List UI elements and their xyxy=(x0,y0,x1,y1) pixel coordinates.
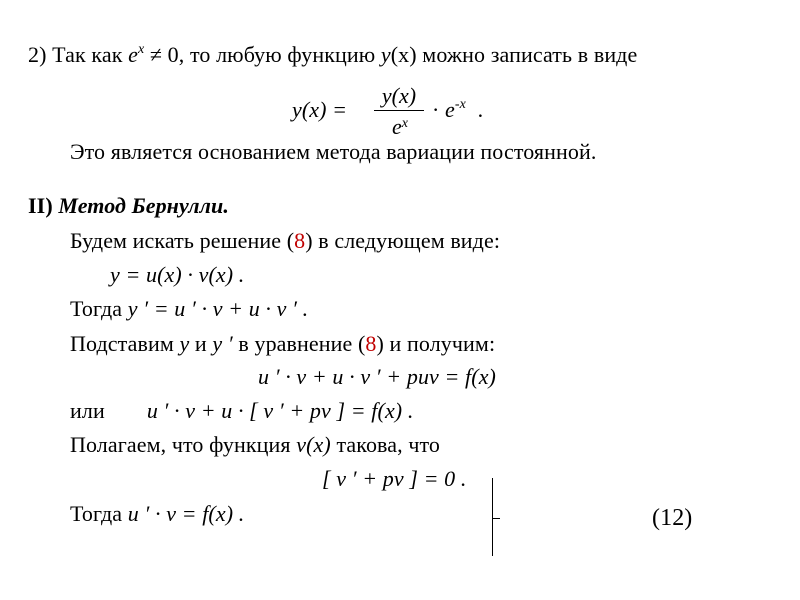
line8-math: u ′ · v + u · [ v ′ + pv ] = f(x) . xyxy=(146,398,414,423)
text-line-9 xyxy=(70,432,440,458)
formula1-lhs: y(x) = xyxy=(292,97,348,122)
equation-ref-8: 8 xyxy=(294,228,306,253)
line9-b: такова, что xyxy=(330,432,441,457)
line6-b: и xyxy=(189,331,213,356)
section-heading xyxy=(28,193,229,219)
line1-suffix: можно записать в виде xyxy=(416,42,638,67)
text-line-2: Это является основанием метода вариации постоянной. xyxy=(70,139,597,164)
formula1-fraction-bar xyxy=(374,110,424,111)
line1-neq0: ≠ 0 xyxy=(144,42,179,67)
formula1-den-e: e xyxy=(392,114,402,139)
line6-y: y xyxy=(179,331,190,356)
line1-mid: , то любую функцию xyxy=(178,42,381,67)
formula1-den-sup: x xyxy=(401,116,408,131)
formula-substituted: u ′ · v + u · v ′ + puv = f(x) xyxy=(258,364,496,389)
line3-text-a: Будем искать решение ( xyxy=(70,228,295,253)
system-brace-tick xyxy=(492,518,500,519)
text-line-1 xyxy=(28,42,637,72)
line1-x-paren: (x) xyxy=(390,42,417,67)
line9-vx: v(x) xyxy=(296,432,331,457)
line6-yp: y ′ xyxy=(212,331,233,356)
section-title: Метод Бернулли. xyxy=(58,193,229,218)
line11-math: u ′ · v = f(x) . xyxy=(127,501,245,526)
formula1-end: . xyxy=(477,97,484,122)
line1-prefix: 2) Так как xyxy=(28,42,129,67)
line5-math: y ′ = u ′ · v + u · v ′ . xyxy=(127,296,309,321)
line1-x-sup: x xyxy=(137,42,145,57)
formula1-rhs-e: e xyxy=(445,97,455,122)
line1-y: y xyxy=(380,42,391,67)
formula-y-uv: y = u(x) · v(x) . xyxy=(110,262,245,287)
line9-a: Полагаем, что функция xyxy=(70,432,297,457)
formula1-dot: · xyxy=(432,97,440,122)
formula1-numerator: y(x) xyxy=(381,83,417,108)
formula-v-condition: [ v ′ + pv ] = 0 . xyxy=(322,466,467,491)
formula1-rhs xyxy=(432,97,483,127)
text-line-6 xyxy=(70,331,495,357)
line6-d: ) и получим: xyxy=(376,331,496,356)
line11-prefix: Тогда xyxy=(70,501,128,526)
line8-prefix: или xyxy=(70,398,105,423)
line5-prefix: Тогда xyxy=(70,296,128,321)
text-line-8 xyxy=(70,398,413,424)
equation-ref-8-second: 8 xyxy=(365,331,377,356)
text-line-3 xyxy=(70,228,500,254)
section-number: II) xyxy=(28,193,59,218)
text-line-5 xyxy=(70,296,308,322)
formula1-rhs-sup: -x xyxy=(454,97,466,112)
line1-e: e xyxy=(128,42,138,67)
line6-a: Подставим xyxy=(70,331,180,356)
line3-text-b: ) в следующем виде: xyxy=(305,228,501,253)
equation-number: (12) xyxy=(652,505,693,531)
line6-c: в уравнение ( xyxy=(232,331,366,356)
system-brace xyxy=(492,478,493,556)
text-line-11 xyxy=(70,501,244,527)
